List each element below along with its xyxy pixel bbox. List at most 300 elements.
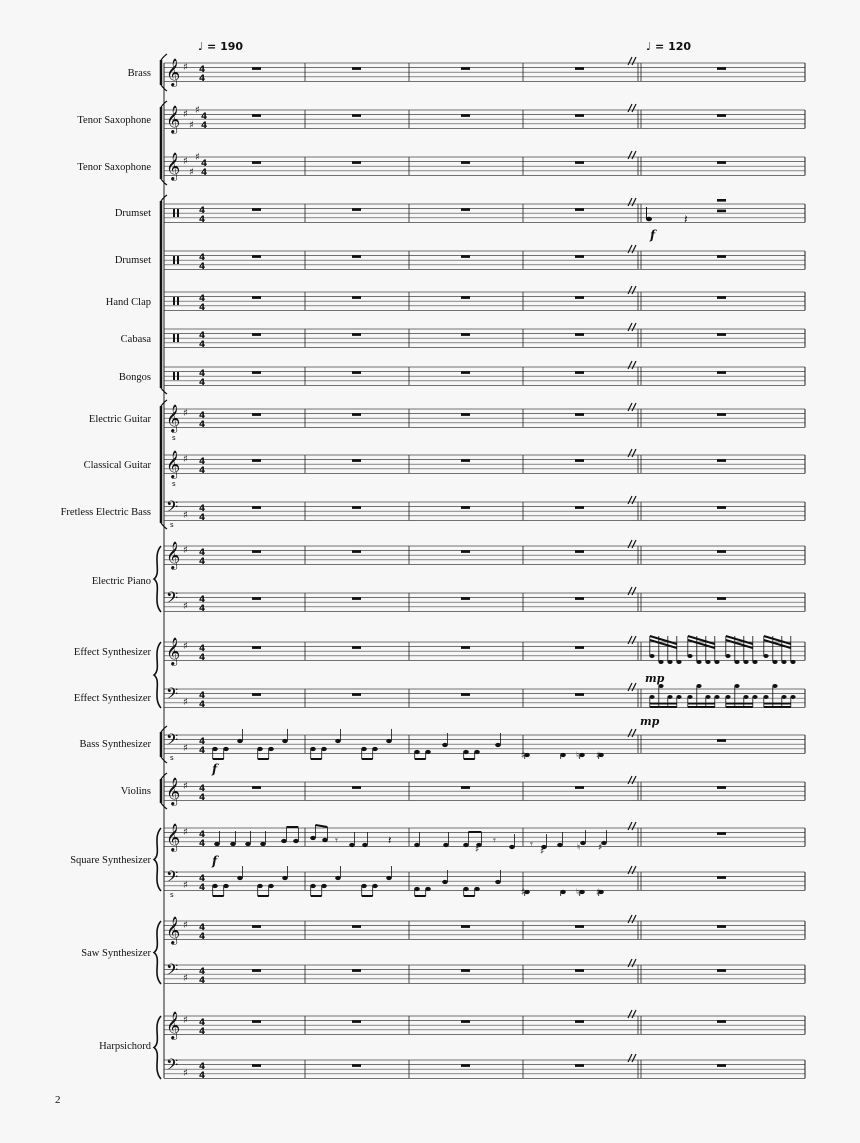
bass-synth-note bbox=[386, 739, 392, 743]
key-signature-sharp: ♯ bbox=[183, 109, 188, 120]
key-signature-sharp: ♯ bbox=[183, 156, 188, 167]
dynamic-f: f bbox=[212, 854, 218, 868]
whole-rest bbox=[461, 925, 470, 928]
staff-label-electric-guitar: Electric Guitar bbox=[88, 414, 151, 425]
break-mark bbox=[628, 104, 632, 112]
bass-clef: 𝄢 bbox=[166, 961, 179, 983]
time-signature-top: 4 bbox=[199, 967, 206, 977]
square-synth-lower-sharp: ♯ bbox=[596, 888, 601, 898]
time-signature-top: 4 bbox=[199, 1018, 206, 1028]
whole-rest bbox=[575, 786, 584, 789]
square-synth-note bbox=[443, 843, 449, 847]
staff-4 bbox=[164, 245, 805, 272]
whole-rest bbox=[352, 161, 361, 164]
time-signature-top: 4 bbox=[199, 595, 206, 605]
whole-rest bbox=[352, 506, 361, 509]
time-signature-bottom: 4 bbox=[199, 303, 206, 313]
whole-rest bbox=[461, 693, 470, 696]
time-signature-top: 4 bbox=[199, 331, 206, 341]
octave-mark: s bbox=[170, 754, 174, 762]
whole-rest bbox=[352, 1064, 361, 1067]
key-signature-sharp: ♯ bbox=[195, 105, 200, 116]
whole-rest bbox=[717, 459, 726, 462]
effect-synth-upper-beam bbox=[764, 636, 791, 644]
whole-rest bbox=[461, 296, 470, 299]
whole-rest bbox=[575, 1064, 584, 1067]
break-mark bbox=[628, 1010, 632, 1018]
bass-clef: 𝄢 bbox=[166, 731, 179, 753]
tempo-mark-2: ♩ = 120 bbox=[646, 40, 692, 53]
staff-label-bass-synth: Bass Synthesizer bbox=[79, 739, 151, 750]
break-mark bbox=[632, 151, 636, 159]
square-synth-lower-sharp: ♯ bbox=[521, 888, 526, 898]
effect-synth-upper-beam bbox=[650, 636, 677, 644]
time-signature-top: 4 bbox=[199, 874, 206, 884]
square-synth-beam bbox=[315, 825, 327, 827]
whole-rest bbox=[461, 646, 470, 649]
time-signature-bottom: 4 bbox=[199, 1027, 206, 1037]
whole-rest bbox=[352, 550, 361, 553]
staff-label-bongos: Bongos bbox=[118, 372, 151, 383]
percussion-clef bbox=[173, 372, 175, 380]
key-signature-sharp: ♯ bbox=[183, 827, 188, 838]
dynamic-f: f bbox=[212, 762, 218, 776]
staff-label-fretless-bass: Fretless Electric Bass bbox=[60, 507, 151, 518]
time-signature-bottom: 4 bbox=[199, 793, 206, 803]
staff-7 bbox=[164, 361, 805, 388]
percussion-clef bbox=[173, 256, 175, 264]
staff-label-tenor-sax-1: Tenor Saxophone bbox=[77, 115, 151, 126]
break-mark bbox=[628, 636, 632, 644]
square-synth-note bbox=[463, 843, 469, 847]
key-signature-sharp: ♯ bbox=[183, 510, 188, 521]
time-signature-bottom: 4 bbox=[199, 976, 206, 986]
square-synth-note bbox=[509, 845, 515, 849]
key-signature-sharp: ♯ bbox=[183, 743, 188, 754]
time-signature-bottom: 4 bbox=[201, 168, 208, 178]
whole-rest bbox=[717, 1020, 726, 1023]
bass-synth-sharp: ♯ bbox=[521, 751, 526, 761]
bass-synth-note bbox=[442, 743, 448, 747]
whole-rest bbox=[352, 969, 361, 972]
whole-rest bbox=[575, 506, 584, 509]
whole-rest bbox=[461, 161, 470, 164]
whole-rest bbox=[461, 506, 470, 509]
time-signature-top: 4 bbox=[201, 159, 208, 169]
break-mark bbox=[628, 151, 632, 159]
key-signature-sharp: ♯ bbox=[183, 408, 188, 419]
treble-clef: 𝄞 bbox=[166, 916, 181, 944]
percussion-clef bbox=[177, 209, 179, 217]
break-mark bbox=[628, 683, 632, 691]
whole-rest bbox=[461, 969, 470, 972]
whole-rest bbox=[575, 969, 584, 972]
break-mark bbox=[632, 403, 636, 411]
whole-rest bbox=[352, 786, 361, 789]
treble-clef: 𝄞 bbox=[166, 823, 181, 851]
time-signature-bottom: 4 bbox=[199, 378, 206, 388]
whole-rest bbox=[352, 371, 361, 374]
whole-rest bbox=[252, 333, 261, 336]
half-rest bbox=[717, 210, 726, 213]
percussion-clef bbox=[177, 297, 179, 305]
break-mark bbox=[628, 323, 632, 331]
whole-rest bbox=[352, 114, 361, 117]
whole-rest bbox=[352, 925, 361, 928]
staff-label-square-synth: Square Synthesizer bbox=[70, 855, 151, 866]
time-signature-top: 4 bbox=[199, 548, 206, 558]
whole-rest bbox=[575, 208, 584, 211]
square-synth-lower-note bbox=[386, 876, 392, 880]
staff-label-cabasa: Cabasa bbox=[120, 334, 151, 345]
half-rest bbox=[717, 199, 726, 202]
time-signature-bottom: 4 bbox=[199, 746, 206, 756]
whole-rest bbox=[575, 333, 584, 336]
staff-18 bbox=[164, 866, 805, 899]
whole-rest bbox=[575, 413, 584, 416]
percussion-clef bbox=[173, 209, 175, 217]
key-signature-sharp: ♯ bbox=[189, 167, 194, 178]
time-signature-bottom: 4 bbox=[199, 839, 206, 849]
whole-rest bbox=[252, 413, 261, 416]
time-signature-top: 4 bbox=[199, 253, 206, 263]
break-mark bbox=[632, 540, 636, 548]
whole-rest bbox=[252, 1064, 261, 1067]
square-synth-note bbox=[293, 839, 299, 843]
square-synth-note bbox=[281, 839, 287, 843]
whole-rest bbox=[461, 786, 470, 789]
percussion-clef bbox=[173, 334, 175, 342]
time-signature-bottom: 4 bbox=[199, 700, 206, 710]
staff-label-electric-piano: Electric Piano bbox=[91, 576, 151, 587]
key-signature-sharp: ♯ bbox=[183, 880, 188, 891]
time-signature-top: 4 bbox=[199, 644, 206, 654]
whole-rest bbox=[575, 693, 584, 696]
octave-mark: s bbox=[172, 434, 176, 442]
whole-rest bbox=[461, 114, 470, 117]
square-synth-note bbox=[310, 836, 316, 840]
whole-rest bbox=[575, 646, 584, 649]
brace-harpsichord bbox=[154, 1016, 161, 1079]
break-mark bbox=[628, 403, 632, 411]
percussion-clef bbox=[177, 372, 179, 380]
whole-rest bbox=[352, 693, 361, 696]
time-signature-bottom: 4 bbox=[199, 883, 206, 893]
key-signature-sharp: ♯ bbox=[183, 1068, 188, 1079]
square-synth-note bbox=[260, 842, 266, 846]
staff-5 bbox=[164, 286, 805, 313]
square-synth-note bbox=[557, 843, 563, 847]
whole-rest bbox=[252, 296, 261, 299]
whole-rest bbox=[461, 413, 470, 416]
time-signature-top: 4 bbox=[199, 691, 206, 701]
break-mark bbox=[632, 683, 636, 691]
key-signature-sharp: ♯ bbox=[183, 641, 188, 652]
whole-rest bbox=[717, 161, 726, 164]
square-synth-note bbox=[414, 843, 420, 847]
break-mark bbox=[628, 587, 632, 595]
whole-rest bbox=[252, 255, 261, 258]
bass-synth-note bbox=[495, 743, 501, 747]
break-mark bbox=[628, 361, 632, 369]
square-synth-note bbox=[362, 843, 368, 847]
whole-rest bbox=[252, 459, 261, 462]
break-mark bbox=[628, 822, 632, 830]
time-signature-top: 4 bbox=[199, 784, 206, 794]
effect-synth-upper-beam bbox=[688, 636, 715, 644]
whole-rest bbox=[252, 114, 261, 117]
square-synth-lower-note bbox=[237, 876, 243, 880]
whole-rest bbox=[252, 67, 261, 70]
bass-synth-note bbox=[237, 739, 243, 743]
whole-rest bbox=[575, 67, 584, 70]
staff-label-effect-synth-2: Effect Synthesizer bbox=[73, 693, 151, 704]
square-synth-note bbox=[245, 842, 251, 846]
break-mark bbox=[632, 1054, 636, 1062]
whole-rest bbox=[717, 333, 726, 336]
square-synth-note bbox=[349, 843, 355, 847]
whole-rest bbox=[252, 925, 261, 928]
break-mark bbox=[628, 496, 632, 504]
staff-label-tenor-sax-2: Tenor Saxophone bbox=[77, 162, 151, 173]
whole-rest bbox=[461, 208, 470, 211]
page-number: 2 bbox=[55, 1094, 61, 1106]
staff-label-saw-synth: Saw Synthesizer bbox=[81, 948, 151, 959]
time-signature-bottom: 4 bbox=[199, 262, 206, 272]
staff-9 bbox=[164, 449, 805, 488]
break-mark bbox=[632, 245, 636, 253]
time-signature-bottom: 4 bbox=[199, 932, 206, 942]
staff-label-drumset-2: Drumset bbox=[114, 255, 151, 266]
break-mark bbox=[628, 915, 632, 923]
whole-rest bbox=[461, 1064, 470, 1067]
break-mark bbox=[628, 449, 632, 457]
brace-electric-piano bbox=[154, 546, 161, 612]
break-mark bbox=[632, 449, 636, 457]
whole-rest bbox=[352, 67, 361, 70]
time-signature-top: 4 bbox=[199, 504, 206, 514]
staff-6 bbox=[164, 323, 805, 350]
time-signature-top: 4 bbox=[199, 457, 206, 467]
time-signature-top: 4 bbox=[199, 923, 206, 933]
quarter-rest: 𝄽 bbox=[684, 212, 688, 226]
break-mark bbox=[632, 361, 636, 369]
square-synth-note bbox=[322, 838, 328, 842]
whole-rest bbox=[461, 459, 470, 462]
staff-label-brass: Brass bbox=[127, 68, 151, 79]
whole-rest bbox=[717, 739, 726, 742]
whole-rest bbox=[575, 597, 584, 600]
whole-rest bbox=[352, 208, 361, 211]
whole-rest bbox=[717, 371, 726, 374]
staff-label-effect-synth-1: Effect Synthesizer bbox=[73, 647, 151, 658]
break-mark bbox=[632, 822, 636, 830]
key-signature-sharp: ♯ bbox=[183, 1015, 188, 1026]
break-mark bbox=[632, 866, 636, 874]
octave-mark: s bbox=[172, 480, 176, 488]
whole-rest bbox=[575, 161, 584, 164]
tempo-mark-1: ♩ = 190 bbox=[198, 40, 244, 53]
whole-rest bbox=[717, 413, 726, 416]
staff-21 bbox=[164, 1010, 805, 1040]
break-mark bbox=[632, 323, 636, 331]
staff-22 bbox=[164, 1054, 805, 1081]
time-signature-bottom: 4 bbox=[199, 557, 206, 567]
whole-rest bbox=[717, 67, 726, 70]
staff-15 bbox=[164, 729, 805, 762]
key-signature-sharp: ♯ bbox=[183, 62, 188, 73]
treble-clef: 𝄞 bbox=[166, 637, 181, 665]
square-synth-note bbox=[230, 842, 236, 846]
whole-rest bbox=[575, 296, 584, 299]
staff-12 bbox=[164, 587, 805, 614]
staff-2 bbox=[164, 151, 805, 181]
square-synth-note bbox=[580, 841, 586, 845]
staff-17 bbox=[164, 822, 805, 852]
whole-rest bbox=[461, 255, 470, 258]
whole-rest bbox=[352, 296, 361, 299]
break-mark bbox=[628, 1054, 632, 1062]
time-signature-bottom: 4 bbox=[199, 466, 206, 476]
bass-clef: 𝄢 bbox=[166, 1056, 179, 1078]
whole-rest bbox=[717, 969, 726, 972]
key-signature-sharp: ♯ bbox=[183, 545, 188, 556]
break-mark bbox=[632, 776, 636, 784]
whole-rest bbox=[575, 114, 584, 117]
treble-clef: 𝄞 bbox=[166, 58, 181, 86]
square-synth-lower-note bbox=[442, 880, 448, 884]
time-signature-top: 4 bbox=[199, 294, 206, 304]
break-mark bbox=[628, 866, 632, 874]
square-synth-lower-natural: ♮ bbox=[576, 888, 580, 898]
treble-clef: 𝄞 bbox=[166, 450, 181, 478]
whole-rest bbox=[461, 597, 470, 600]
time-signature-bottom: 4 bbox=[199, 1071, 206, 1081]
whole-rest bbox=[575, 459, 584, 462]
whole-rest bbox=[252, 208, 261, 211]
square-synth-sharp: ♯ bbox=[475, 845, 480, 855]
break-mark bbox=[628, 776, 632, 784]
whole-rest bbox=[461, 550, 470, 553]
treble-clef: 𝄞 bbox=[166, 105, 181, 133]
time-signature-bottom: 4 bbox=[199, 604, 206, 614]
whole-rest bbox=[717, 296, 726, 299]
whole-rest bbox=[252, 597, 261, 600]
time-signature-top: 4 bbox=[199, 369, 206, 379]
key-signature-sharp: ♯ bbox=[183, 601, 188, 612]
staff-3 bbox=[164, 198, 805, 225]
break-mark bbox=[628, 57, 632, 65]
bass-clef: 𝄢 bbox=[166, 589, 179, 611]
break-mark bbox=[632, 286, 636, 294]
whole-rest bbox=[461, 1020, 470, 1023]
square-synth-sharp: ♯ bbox=[598, 843, 603, 853]
whole-rest bbox=[717, 1064, 726, 1067]
time-signature-bottom: 4 bbox=[199, 653, 206, 663]
quarter-rest: 𝄽 bbox=[388, 834, 392, 847]
break-mark bbox=[632, 959, 636, 967]
whole-rest bbox=[352, 597, 361, 600]
break-mark bbox=[628, 245, 632, 253]
whole-rest bbox=[717, 832, 726, 835]
time-signature-bottom: 4 bbox=[199, 215, 206, 225]
whole-rest bbox=[352, 1020, 361, 1023]
break-mark bbox=[628, 198, 632, 206]
break-mark bbox=[632, 1010, 636, 1018]
whole-rest bbox=[252, 693, 261, 696]
square-synth-natural: ♮ bbox=[577, 843, 581, 853]
bass-clef: 𝄢 bbox=[166, 868, 179, 890]
staff-16 bbox=[164, 776, 805, 806]
staff-20 bbox=[164, 959, 805, 986]
whole-rest bbox=[717, 597, 726, 600]
staff-11 bbox=[164, 540, 805, 570]
octave-mark: s bbox=[170, 891, 174, 899]
brace-square-synth bbox=[154, 828, 161, 891]
time-signature-top: 4 bbox=[199, 737, 206, 747]
bass-synth-note bbox=[335, 739, 341, 743]
whole-rest bbox=[352, 413, 361, 416]
square-synth-lower-note bbox=[335, 876, 341, 880]
key-signature-sharp: ♯ bbox=[183, 454, 188, 465]
whole-rest bbox=[252, 646, 261, 649]
time-signature-bottom: 4 bbox=[201, 121, 208, 131]
time-signature-top: 4 bbox=[201, 112, 208, 122]
time-signature-bottom: 4 bbox=[199, 340, 206, 350]
time-signature-top: 4 bbox=[199, 206, 206, 216]
whole-rest bbox=[252, 506, 261, 509]
whole-rest bbox=[352, 255, 361, 258]
whole-rest bbox=[575, 925, 584, 928]
treble-clef: 𝄞 bbox=[166, 404, 181, 432]
staff-19 bbox=[164, 915, 805, 945]
eighth-rest: 𝄾 bbox=[335, 834, 338, 847]
whole-rest bbox=[575, 371, 584, 374]
staff-8 bbox=[164, 403, 805, 442]
time-signature-bottom: 4 bbox=[199, 74, 206, 84]
whole-rest bbox=[252, 786, 261, 789]
time-signature-top: 4 bbox=[199, 65, 206, 75]
break-mark bbox=[632, 57, 636, 65]
time-signature-bottom: 4 bbox=[199, 420, 206, 430]
whole-rest bbox=[717, 550, 726, 553]
key-signature-sharp: ♯ bbox=[189, 120, 194, 131]
time-signature-top: 4 bbox=[199, 1062, 206, 1072]
break-mark bbox=[632, 198, 636, 206]
break-mark bbox=[632, 915, 636, 923]
dynamic-mp: mp bbox=[640, 715, 660, 728]
whole-rest bbox=[717, 114, 726, 117]
break-mark bbox=[628, 729, 632, 737]
whole-rest bbox=[717, 255, 726, 258]
break-mark bbox=[628, 959, 632, 967]
whole-rest bbox=[717, 876, 726, 879]
whole-rest bbox=[575, 255, 584, 258]
break-mark bbox=[632, 496, 636, 504]
treble-clef: 𝄞 bbox=[166, 541, 181, 569]
percussion-clef bbox=[177, 256, 179, 264]
staff-label-violins: Violins bbox=[120, 786, 151, 797]
square-synth-lower-note bbox=[282, 876, 288, 880]
dynamic-mp: mp bbox=[645, 672, 665, 685]
eighth-rest: 𝄾 bbox=[530, 838, 533, 851]
whole-rest bbox=[717, 506, 726, 509]
brace-saw-synth bbox=[154, 921, 161, 984]
time-signature-top: 4 bbox=[199, 411, 206, 421]
dynamic-f: f bbox=[650, 228, 656, 242]
whole-rest bbox=[252, 161, 261, 164]
whole-rest bbox=[252, 371, 261, 374]
